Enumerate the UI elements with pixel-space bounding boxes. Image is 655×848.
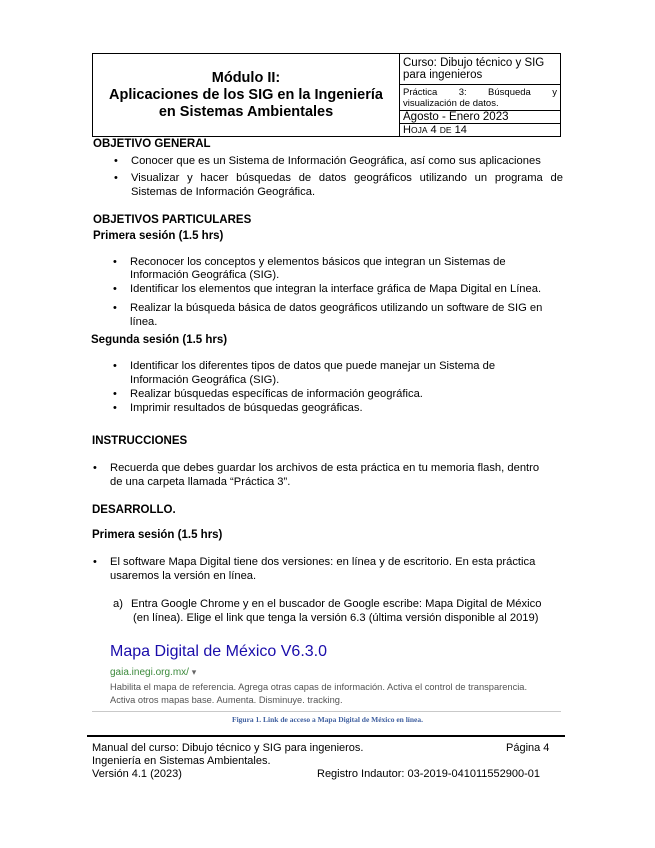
- instrucciones-item-1-cont: de una carpeta llamada “Práctica 3”.: [110, 476, 291, 488]
- module-line-2: Aplicaciones de los SIG en la Ingeniería: [109, 86, 383, 103]
- footer-page: Página 4: [506, 742, 550, 754]
- s1-item-1: Reconocer los conceptos y elementos básicos que integran un Sistemas de: [130, 256, 506, 268]
- page-label-h: H: [403, 124, 411, 136]
- objetivos-particulares-title: OBJETIVOS PARTICULARES: [93, 214, 252, 226]
- page-label-oja: OJA: [410, 125, 428, 135]
- course-line-1: Curso: Dibujo técnico y SIG: [403, 57, 545, 69]
- desarrollo-title: DESARROLLO.: [92, 504, 176, 516]
- session-1-title: Primera sesión (1.5 hrs): [93, 230, 224, 242]
- s1-item-1-cont: Información Geográfica (SIG).: [130, 269, 280, 281]
- figure-separator: [92, 711, 561, 712]
- s1-item-3-cont: línea.: [130, 316, 158, 328]
- url-dropdown-arrow-icon[interactable]: ▾: [191, 667, 197, 677]
- practice-word-3: Búsqueda: [488, 87, 531, 98]
- desarrollo-session-1: Primera sesión (1.5 hrs): [92, 529, 223, 541]
- bullet: •: [114, 172, 118, 184]
- practice-cell: [400, 85, 560, 111]
- bullet: •: [93, 462, 97, 474]
- bullet: •: [93, 556, 97, 568]
- figure-caption: Figura 1. Link de acceso a Mapa Digital de México en línea.: [231, 715, 424, 724]
- s2-item-2: Realizar búsquedas específicas de información geográfica.: [130, 388, 423, 400]
- course-line-2: para ingenieros: [403, 69, 483, 81]
- bullet: •: [113, 302, 117, 314]
- footer-registro: Registro Indautor: 03-2019-041011552900-01: [317, 768, 541, 780]
- footer-program: Ingeniería en Sistemas Ambientales.: [92, 755, 271, 767]
- search-result-desc-2: Activa otros mapas base. Aumenta. Disminuye. tracking.: [110, 695, 343, 705]
- search-result-title-link[interactable]: Mapa Digital de México V6.3.0: [110, 643, 327, 660]
- instrucciones-title: INSTRUCCIONES: [92, 435, 188, 447]
- bullet: •: [113, 283, 117, 295]
- footer-version: Versión 4.1 (2023): [92, 768, 182, 780]
- period-cell: Agosto - Enero 2023: [400, 111, 560, 124]
- bullet: •: [113, 360, 117, 372]
- course-cell: [400, 54, 560, 85]
- page-number: 4: [430, 124, 437, 136]
- practice-word-1: Práctica: [403, 87, 438, 98]
- page-total: 14: [454, 124, 467, 136]
- bullet: •: [113, 388, 117, 400]
- bullet: •: [114, 155, 118, 167]
- footer-course: Manual del curso: Dibujo técnico y SIG para ingenieros.: [92, 742, 364, 754]
- practice-line-2: visualización de datos.: [403, 98, 499, 109]
- module-line-1: Módulo II:: [211, 69, 281, 86]
- s2-item-3: Imprimir resultados de búsquedas geográficas.: [130, 402, 363, 414]
- objetivo-general-title: OBJETIVO GENERAL: [93, 138, 211, 150]
- s2-item-1-cont: Información Geográfica (SIG).: [130, 374, 280, 386]
- footer-rule: [87, 735, 565, 737]
- bullet: •: [113, 256, 117, 268]
- header-table: [92, 53, 561, 137]
- practice-word-2: 3:: [458, 87, 467, 98]
- s2-item-1: Identificar los diferentes tipos de datos que puede manejar un Sistema de: [130, 360, 496, 372]
- desarrollo-item-1: El software Mapa Digital tiene dos versiones: en línea y de escritorio. En esta práctica: [110, 556, 536, 568]
- bullet: •: [113, 402, 117, 414]
- step-a-line-2: (en línea). Elige el link que tenga la versión 6.3 (última versión disponible al 2019): [133, 612, 539, 624]
- step-a-label: a): [113, 598, 123, 610]
- objetivo-general-item-2-cont: Sistemas de Información Geográfica.: [131, 186, 316, 198]
- s1-item-3: Realizar la búsqueda básica de datos geográficos utilizando un software de SIG en: [130, 302, 543, 314]
- session-2-title: Segunda sesión (1.5 hrs): [91, 334, 228, 346]
- module-line-3: en Sistemas Ambientales: [158, 103, 334, 120]
- page-cell: [400, 124, 560, 136]
- practice-word-4: y: [552, 87, 557, 98]
- s1-item-2: Identificar los elementos que integran la interface gráfica de Mapa Digital en Línea.: [130, 283, 542, 295]
- search-result-figure: [90, 636, 561, 710]
- step-a-line-1: Entra Google Chrome y en el buscador de Google escribe: Mapa Digital de México: [131, 598, 542, 610]
- desarrollo-item-1-cont: usaremos la versión en línea.: [110, 570, 257, 582]
- objetivo-general-item-1: Conocer que es un Sistema de Información Geográfica, así como sus aplicaciones: [131, 155, 541, 167]
- instrucciones-item-1: Recuerda que debes guardar los archivos de esta práctica en tu memoria flash, dentro: [110, 462, 540, 474]
- module-title: [93, 54, 400, 136]
- search-result-url-text: gaia.inegi.org.mx/: [110, 667, 189, 678]
- search-result-url: [110, 667, 196, 678]
- practice-line-1: [403, 87, 557, 98]
- search-result-desc-1: Habilita el mapa de referencia. Agrega otras capas de información. Activa el control de transparencia.: [110, 682, 528, 692]
- objetivo-general-item-2: Visualizar y hacer búsquedas de datos geográficos utilizando un programa de: [131, 172, 563, 184]
- page-label-de: DE: [439, 125, 452, 135]
- header-info: [400, 54, 560, 136]
